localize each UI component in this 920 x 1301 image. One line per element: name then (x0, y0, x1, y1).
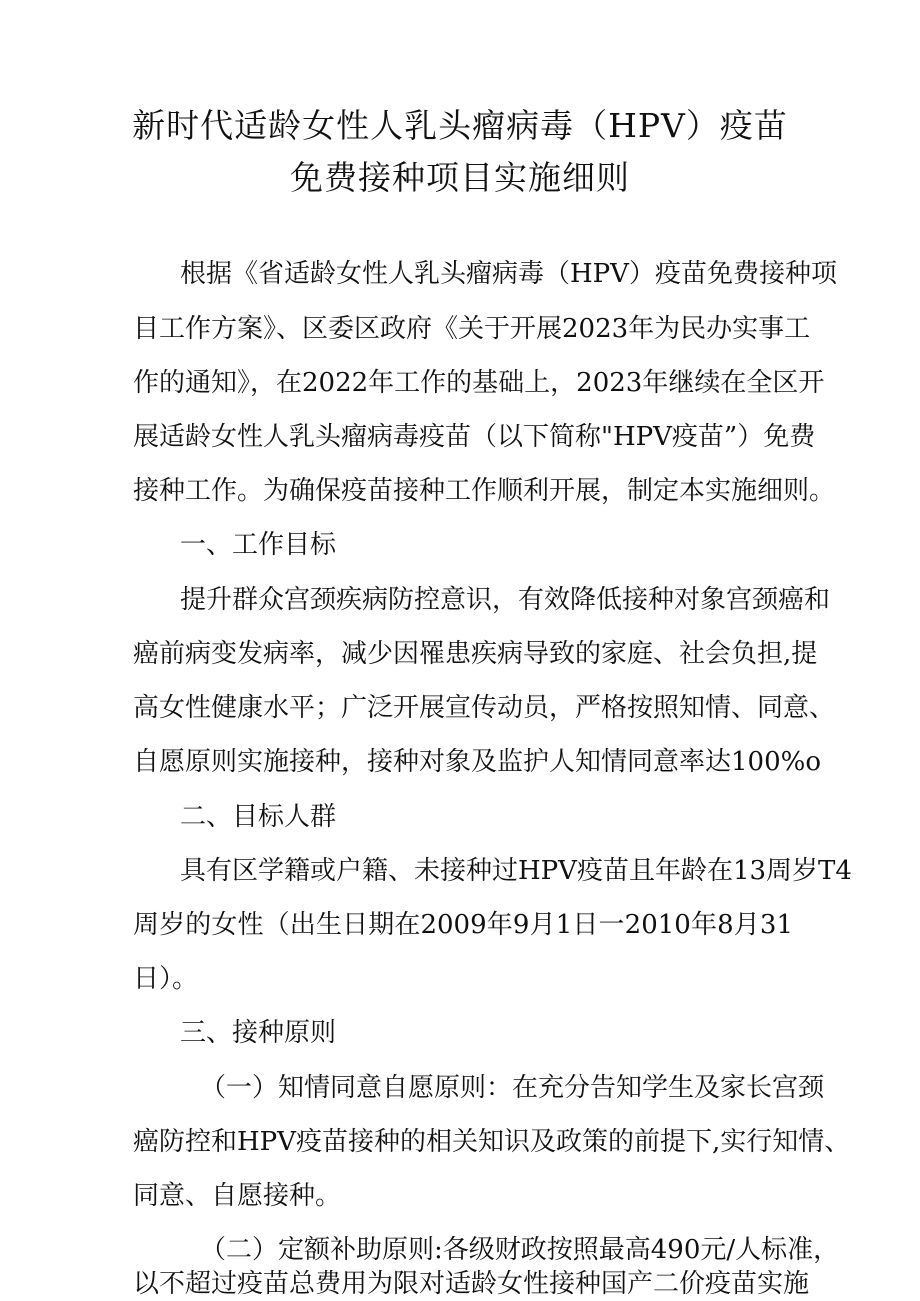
section-heading-principles: 三、接种原则 (180, 1018, 337, 1048)
document-title-line-2: 免费接种项目实施细则 (290, 158, 630, 197)
document-title-line-1: 新时代适龄女性人乳头瘤病毒（HPV）疫苗 (132, 106, 788, 145)
section-heading-goals: 一、工作目标 (180, 530, 337, 560)
section2-line: 具有区学籍或户籍、未接种过HPV疫苗且年龄在13周岁T4 (180, 856, 852, 886)
section2-line: 周岁的女性（出生日期在2009年9月1日一2010年8月31 (133, 910, 793, 940)
intro-line: 目工作方案》、区委区政府《关于开展2023年为民办实事工 (133, 314, 811, 344)
section3-item2-line: （二）定额补助原则:各级财政按照最高490元/人标准， (200, 1235, 840, 1265)
section2-line: 日）。 (133, 964, 199, 994)
intro-line: 根据《省适龄女性人乳头瘤病毒（HPV）疫苗免费接种项 (180, 259, 837, 289)
section3-item1-line: （一）知情同意自愿原则：在充分告知学生及家长宫颈 (200, 1073, 825, 1103)
section1-line: 癌前病变发病率，减少因罹患疾病导致的家庭、社会负担,提 (133, 639, 818, 669)
section3-item1-line: 癌防控和HPV疫苗接种的相关知识及政策的前提下,实行知情、 (133, 1127, 851, 1157)
section-heading-target-population: 二、目标人群 (180, 802, 337, 832)
section3-item1-line: 同意、自愿接种。 (133, 1181, 342, 1211)
intro-line: 接种工作。为确保疫苗接种工作顺利开展，制定本实施细则。 (133, 476, 836, 506)
intro-line: 作的通知》，在2022年工作的基础上，2023年继续在全区开 (133, 368, 825, 398)
section3-item2-line: 以不超过疫苗总费用为限对适龄女性接种国产二价疫苗实施 (133, 1269, 810, 1299)
section1-line: 高女性健康水平；广泛开展宣传动员，严格按照知情、同意、 (133, 693, 836, 723)
section1-line: 提升群众宫颈疾病防控意识，有效降低接种对象宫颈癌和 (180, 585, 831, 615)
section1-line: 自愿原则实施接种，接种对象及监护人知情同意率达100%o (133, 747, 821, 777)
intro-line: 展适龄女性人乳头瘤病毒疫苗（以下简称"HPV疫苗”）免费 (133, 422, 816, 452)
